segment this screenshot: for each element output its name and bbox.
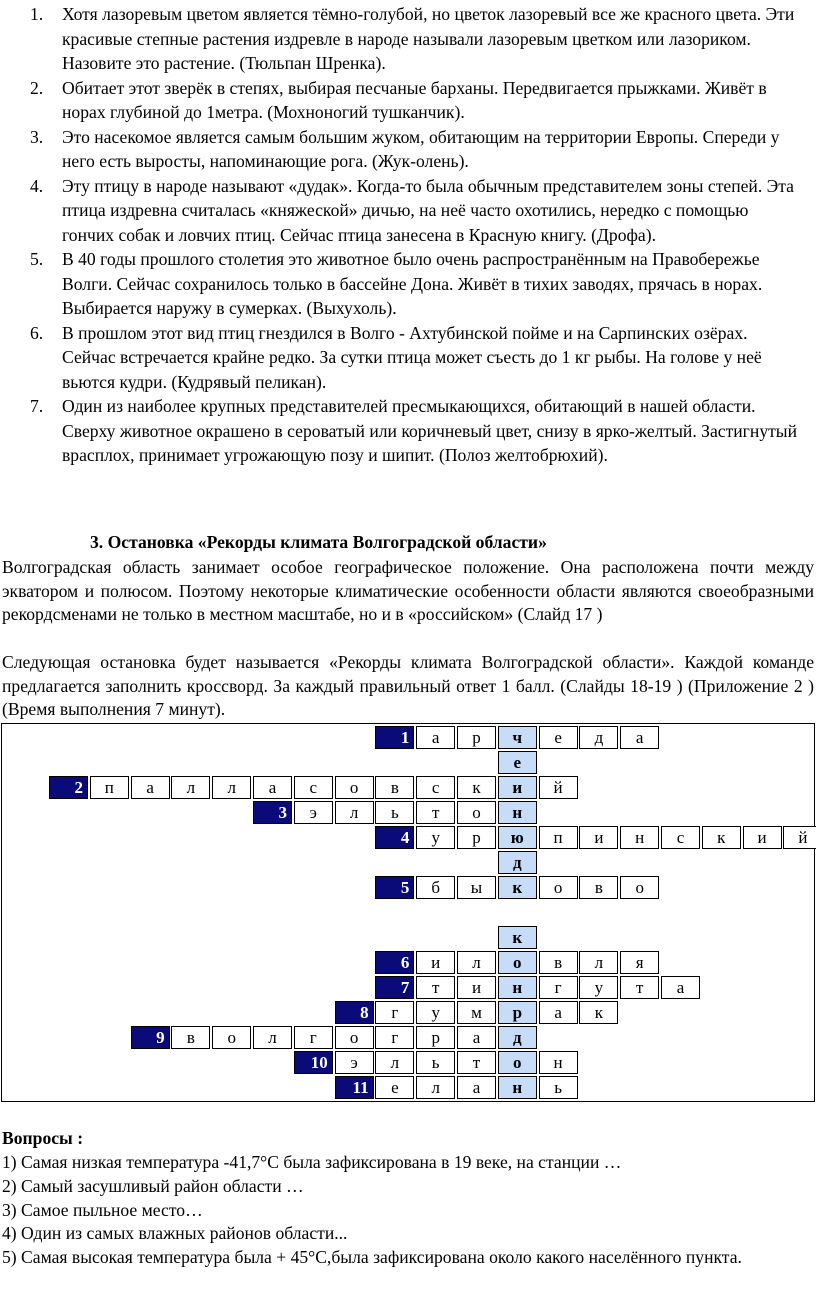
crossword-letter-cell: л — [375, 1051, 414, 1074]
crossword-letter-cell: л — [457, 951, 496, 974]
list-item — [0, 2, 816, 76]
crossword-letter-cell: с — [661, 826, 700, 849]
crossword-letter-cell: т — [620, 976, 659, 999]
list-item-text: В прошлом этот вид птиц гнездился в Волго - Ахтубинской пойме и на Сарпинских озёрах. Сейчас встречается крайне редко. За сутки птица может съесть до 1 кг рыбы. На голове у неё вьются кудри. (Кудрявый пеликан). — [62, 322, 762, 392]
crossword-number-cell: 8 — [335, 1001, 374, 1024]
crossword-letter-cell: у — [416, 826, 455, 849]
crossword-letter-cell: р — [457, 826, 496, 849]
list-item-text: В 40 годы прошлого столетия это животное было очень распространённым на Правобережье Волги. Сейчас сохранилось только в бассейне Дона. Живёт в тихих заводях, прячась в норах. Выбирается наружу в сумерках. (Выхухоль). — [62, 249, 763, 318]
crossword-letter-cell: э — [294, 801, 333, 824]
crossword-letter-cell: к — [457, 776, 496, 799]
crossword-number-cell: 5 — [375, 876, 414, 899]
crossword-letter-cell: л — [212, 776, 251, 799]
crossword-letter-cell: а — [416, 726, 455, 749]
list-item — [0, 174, 816, 248]
crossword-key-cell: н — [498, 976, 537, 999]
question-item: 2) Самый засушливый район области … — [2, 1176, 304, 1196]
crossword-letter-cell: я — [620, 951, 659, 974]
crossword-key-cell: д — [498, 851, 537, 874]
crossword-letter-cell: в — [539, 951, 578, 974]
crossword-letter-cell: с — [416, 776, 455, 799]
crossword-key-cell: ю — [498, 826, 537, 849]
crossword-key-cell: о — [498, 951, 537, 974]
crossword-letter-cell: а — [131, 776, 170, 799]
crossword-letter-cell: т — [416, 801, 455, 824]
crossword-letter-cell: э — [335, 1051, 374, 1074]
crossword-letter-cell: п — [90, 776, 129, 799]
list-item — [0, 125, 816, 174]
list-item-number: 7. — [30, 396, 44, 416]
crossword-letter-cell: о — [620, 876, 659, 899]
crossword-letter-cell: л — [579, 951, 618, 974]
crossword-letter-cell: у — [579, 976, 618, 999]
crossword-number-cell: 4 — [375, 826, 414, 849]
crossword-key-cell: к — [498, 926, 537, 949]
crossword-letter-cell: р — [416, 1026, 455, 1049]
section-heading: 3. Остановка «Рекорды климата Волгоградской области» — [90, 532, 547, 552]
crossword-letter-cell: к — [579, 1001, 618, 1024]
crossword-number-cell: 9 — [131, 1026, 170, 1049]
crossword-letter-cell: л — [253, 1026, 292, 1049]
crossword-key-cell: н — [498, 1076, 537, 1099]
crossword-letter-cell: ь — [416, 1051, 455, 1074]
crossword-letter-cell: й — [783, 826, 816, 849]
list-item — [0, 394, 816, 468]
crossword-letter-cell: о — [335, 776, 374, 799]
crossword-letter-cell: и — [457, 976, 496, 999]
crossword-letter-cell: е — [539, 726, 578, 749]
question-item: 3) Самое пыльное место… — [2, 1200, 203, 1220]
crossword-number-cell: 6 — [375, 951, 414, 974]
list-item-text: Один из наиболее крупных представителей пресмыкающихся, обитающий в нашей области. Сверху животное окрашено в сероватый или коричневый цвет, снизу в ярко-желтый. Застигнутый врасплох, принимает угрожающую позу и шипит. (Полоз желтобрюхий). — [62, 396, 798, 465]
question-item: 4) Один из самых влажных районов области... — [2, 1223, 348, 1243]
crossword-letter-cell: а — [457, 1026, 496, 1049]
crossword-letter-cell: в — [171, 1026, 210, 1049]
crossword-letter-cell: о — [457, 801, 496, 824]
list-item-text: Это насекомое является самым большим жуком, обитающим на территории Европы. Спереди у него есть выросты, напоминающие рога. (Жук-олень). — [62, 126, 780, 171]
crossword-letter-cell: в — [375, 776, 414, 799]
crossword-letter-cell: а — [457, 1076, 496, 1099]
crossword-letter-cell: ь — [375, 801, 414, 824]
crossword-letter-cell: л — [171, 776, 210, 799]
crossword-key-cell: д — [498, 1026, 537, 1049]
crossword-letter-cell: и — [579, 826, 618, 849]
crossword-key-cell: р — [498, 1001, 537, 1024]
crossword-letter-cell: с — [294, 776, 333, 799]
crossword-letter-cell: а — [539, 1001, 578, 1024]
crossword-letter-cell: п — [539, 826, 578, 849]
crossword-letter-cell: а — [661, 976, 700, 999]
crossword-letter-cell: л — [416, 1076, 455, 1099]
list-item-number: 2. — [30, 77, 44, 98]
crossword-number-cell: 2 — [49, 776, 88, 799]
crossword-number-cell: 7 — [375, 976, 414, 999]
crossword-letter-cell: а — [253, 776, 292, 799]
crossword-number-cell: 10 — [294, 1051, 333, 1074]
crossword-letter-cell: г — [294, 1026, 333, 1049]
crossword-letter-cell: к — [702, 826, 741, 849]
list-item-number: 3. — [30, 126, 44, 147]
question-item: 5) Самая высокая температура была + 45°С,была зафиксирована около какого населённого пункта. — [2, 1247, 742, 1267]
crossword-number-cell: 3 — [253, 801, 292, 824]
question-item: 1) Самая низкая температура -41,7°С была зафиксирована в 19 веке, на станции … — [2, 1152, 622, 1172]
list-item-text: Эту птицу в народе называют «дудак». Когда-то была обычным представителем зоны степей. Эта птица издревна считалась «княжеской» дичью, на неё часто охотились, нередко с помощью гончих собак и ловчих птиц. Сейчас птица занесена в Красную книгу. (Дрофа). — [62, 175, 794, 245]
riddle-list — [0, 2, 816, 468]
crossword-grid — [1, 723, 815, 1102]
list-item-number: 5. — [30, 249, 44, 269]
crossword-letter-cell: а — [620, 726, 659, 749]
crossword-letter-cell: е — [375, 1076, 414, 1099]
crossword-letter-cell: и — [416, 951, 455, 974]
crossword-letter-cell: и — [743, 826, 782, 849]
crossword-key-cell: ч — [498, 726, 537, 749]
crossword-letter-cell: ы — [457, 876, 496, 899]
crossword-letter-cell: р — [457, 726, 496, 749]
task-paragraph: Следующая остановка будет называется «Рекорды климата Волгоградской области». Каждой команде предлагается заполнить кроссворд. За каждый правильный ответ 1 балл. (Слайды 18-19 ) (Приложение 2 ) (Время выполнения 7 минут). — [2, 652, 814, 719]
list-item-text: Хотя лазоревым цветом является тёмно-голубой, но цветок лазоревый все же красного цвета. Эти красивые степные растения издревле в народе называли лазоревым цветком или лазориком. Назовите это растение. (Тюльпан Шренка). — [62, 4, 795, 73]
crossword-letter-cell: н — [620, 826, 659, 849]
list-item — [0, 247, 816, 321]
crossword-letter-cell: л — [335, 801, 374, 824]
crossword-number-cell: 1 — [375, 726, 414, 749]
crossword-key-cell: и — [498, 776, 537, 799]
crossword-letter-cell: ь — [539, 1076, 578, 1099]
list-item-number: 1. — [30, 4, 44, 24]
crossword-number-cell: 11 — [335, 1076, 374, 1099]
crossword-letter-cell: й — [539, 776, 578, 799]
list-item — [0, 321, 816, 395]
crossword-letter-cell: г — [375, 1026, 414, 1049]
list-item-number: 6. — [30, 322, 44, 343]
crossword-letter-cell: д — [579, 726, 618, 749]
intro-paragraph: Волгоградская область занимает особое географическое положение. Она расположена почти между экватором и полюсом. Поэтому некоторые климатические особенности области являются своеобразными рекордсменами не только в местном масштабе, но и в «российском» (Слайд 17 ) — [2, 557, 814, 624]
crossword-letter-cell: т — [416, 976, 455, 999]
crossword-key-cell: к — [498, 876, 537, 899]
crossword-letter-cell: о — [335, 1026, 374, 1049]
crossword-key-cell: о — [498, 1051, 537, 1074]
crossword-letter-cell: г — [539, 976, 578, 999]
list-item — [0, 76, 816, 125]
list-item-number: 4. — [30, 175, 44, 196]
crossword-letter-cell: г — [375, 1001, 414, 1024]
crossword-letter-cell: о — [212, 1026, 251, 1049]
crossword-letter-cell: у — [416, 1001, 455, 1024]
crossword-letter-cell: н — [539, 1051, 578, 1074]
crossword-letter-cell: б — [416, 876, 455, 899]
crossword-letter-cell: м — [457, 1001, 496, 1024]
list-item-text: Обитает этот зверёк в степях, выбирая песчаные барханы. Передвигается прыжками. Живёт в норах глубиной до 1метра. (Мохноногий тушканчик). — [62, 77, 767, 122]
questions-heading: Вопросы : — [2, 1128, 84, 1148]
crossword-letter-cell: в — [579, 876, 618, 899]
crossword-key-cell: н — [498, 801, 537, 824]
crossword-letter-cell: о — [539, 876, 578, 899]
crossword-key-cell: е — [498, 751, 537, 774]
crossword-letter-cell: т — [457, 1051, 496, 1074]
